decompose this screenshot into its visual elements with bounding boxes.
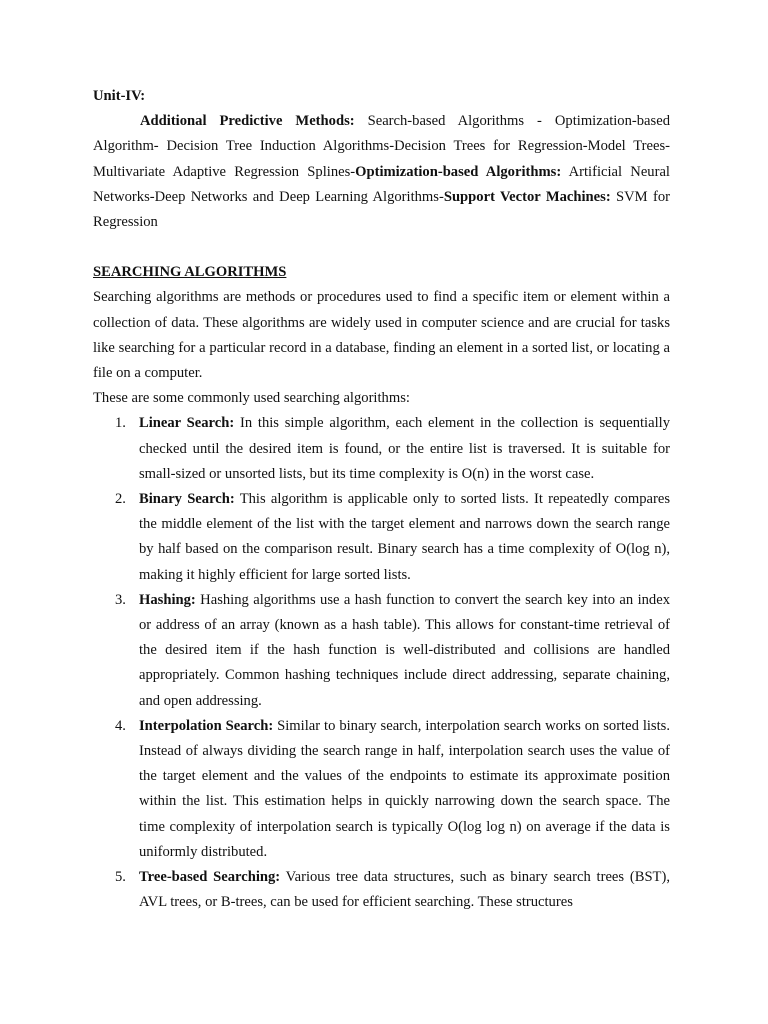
section-title: SEARCHING ALGORITHMS [93,264,287,281]
intro-term-additional-predictive-methods: Additional Predictive Methods: [140,113,355,130]
list-item [93,411,670,487]
intro-term-svm: Support Vector Machines: [443,188,611,205]
list-item-term: Hashing: [139,591,196,608]
list-item-number: 3. [115,591,126,608]
list-item-term: Linear Search: [139,415,235,432]
section-paragraph: Searching algorithms are methods or procedures used to find a specific item or element within a collection of data. These algorithms are widely used in computer science and are crucial for tasks like searching for a particular record in a database, finding an element in a sorted list, or locating a file on a computer. [93,289,670,382]
intro-term-optimization-based: Optimization-based Algorithms: [355,163,562,180]
list-item-number: 5. [115,869,126,886]
intro-text-svm-regression: SVM for Regression [93,188,670,231]
list-item-description: Various tree data structures, such as binary search trees (BST), AVL trees, or B-trees, can be used for efficient searching. These structures [139,869,670,911]
list-item-number: 2. [115,491,126,508]
document-page [93,84,670,916]
list-item [93,865,670,915]
list-item-description: Similar to binary search, interpolation search works on sorted lists. Instead of always dividing the search range in half, interpolation search uses the value of the target element and the values of the endpoints to estimate its approximate position within the list. This estimation helps in quickly narrowing down the search space. The time complexity of interpolation search is typically O(log log n) on average if the data is uniformly distributed. [139,717,670,860]
list-item-description: Hashing algorithms use a hash function to convert the search key into an index or address of an array (known as a hash table). This allows for constant-time retrieval of the desired item if the hash function is well-distributed and collisions are handled appropriately. Common hashing techniques include direct addressing, separate chaining, and open addressing. [139,591,670,709]
list-item [93,714,670,865]
intro-text-neural-networks: Artificial Neural Networks-Deep Networks and Deep Learning Algorithms- [93,163,670,205]
list-item-description: In this simple algorithm, each element in the collection is sequentially checked until the desired item is found, or the entire list is traversed. It is suitable for small-sized or unsorted lists, but its time complexity is O(n) in the worst case. [139,415,670,482]
list-item-term: Interpolation Search: [139,717,274,734]
algorithm-list [93,411,670,915]
list-item [93,588,670,714]
intro-text-search-based: Search-based Algorithms - Optimization-based Algorithm- Decision Tree Induction Algorithms-Decision Trees for Regression-Model Trees-Multivariate Adaptive Regression Splines- [93,113,670,180]
unit-heading: Unit-IV: [93,88,146,104]
intro-paragraph [93,109,670,235]
list-intro: These are some commonly used searching algorithms: [93,390,410,407]
list-item-description: This algorithm is applicable only to sorted lists. It repeatedly compares the middle element of the list with the target element and narrows down the search range by half based on the comparison result. Binary search has a time complexity of O(log n), making it highly efficient for large sorted lists. [139,491,670,583]
list-item-term: Tree-based Searching: [139,869,281,886]
list-item-number: 1. [115,415,126,432]
list-item [93,487,670,588]
list-item-term: Binary Search: [139,491,235,508]
list-item-number: 4. [115,717,126,734]
